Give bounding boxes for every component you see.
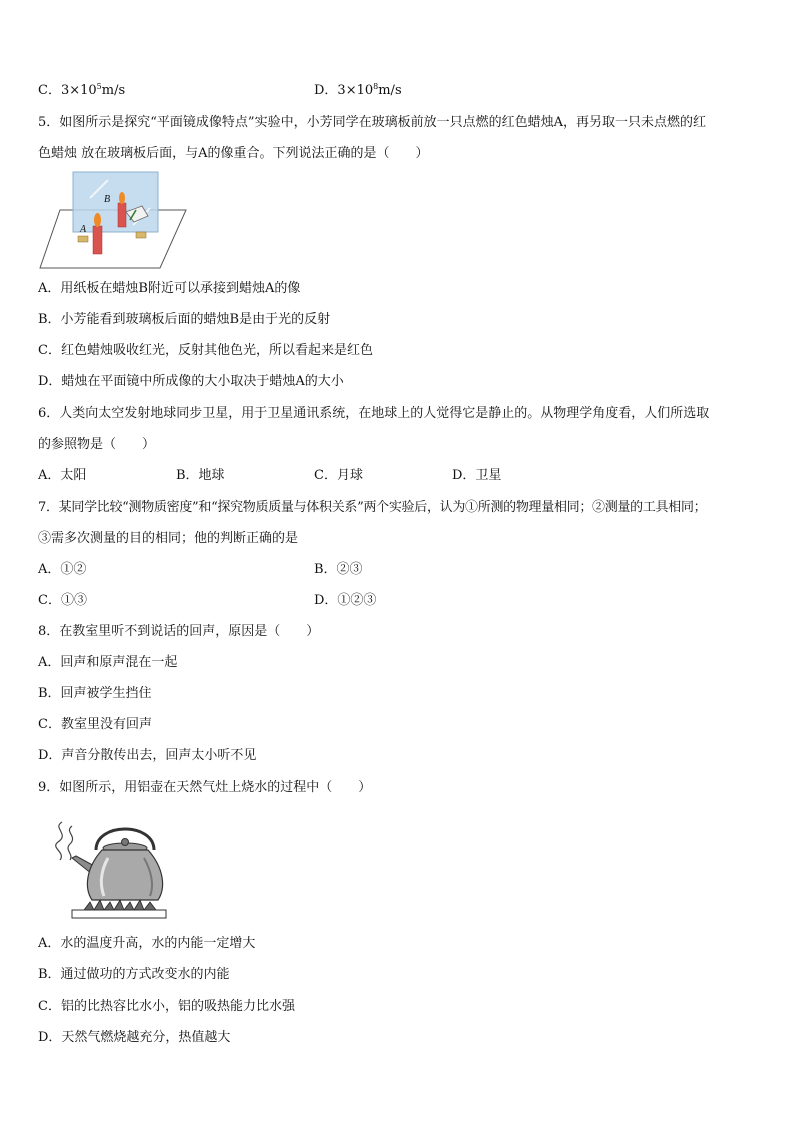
q4-option-d-suffix: m/s — [378, 83, 402, 98]
q5-option-d: D．蜡烛在平面镜中所成像的大小取决于蜡烛A的大小 — [38, 374, 344, 389]
q6-option-d: D．卫星 — [452, 468, 502, 483]
q9-option-a: A．水的温度升高，水的内能一定增大 — [38, 936, 256, 951]
q8-option-d: D．声音分散传出去，回声太小听不见 — [38, 748, 257, 763]
mirror-experiment-figure — [38, 170, 188, 270]
q7-option-c: C．①③ — [38, 593, 87, 608]
q6-option-c: C．月球 — [314, 468, 363, 483]
q8-option-a: A．回声和原声混在一起 — [38, 655, 178, 670]
stove — [72, 910, 166, 918]
q6-option-a: A．太阳 — [38, 468, 87, 483]
q4-option-c-exp: 5 — [96, 82, 102, 91]
kettle-on-stove-figure — [44, 818, 170, 920]
q8-option-c: C．教室里没有回声 — [38, 717, 152, 732]
label-b: B — [104, 194, 111, 205]
q4-option-c-prefix: C．3×10 — [38, 83, 97, 98]
q6-stem-line1: 6．人类向太空发射地球同步卫星，用于卫星通讯系统，在地球上的人觉得它是静止的。从物理学角度看，人们所选取 — [38, 406, 710, 421]
q4-option-d-prefix: D．3×10 — [314, 83, 374, 98]
q6-option-b: B．地球 — [176, 468, 225, 483]
q5-option-b: B．小芳能看到玻璃板后面的蜡烛B是由于光的反射 — [38, 312, 331, 327]
candle-a — [93, 226, 102, 254]
q9-stem: 9．如图所示，用铝壶在天然气灶上烧水的过程中（ ） — [38, 780, 372, 795]
q6-stem-line2: 的参照物是（ ） — [38, 437, 156, 452]
q4-option-c-suffix: m/s — [101, 83, 126, 98]
q9-option-d: D．天然气燃烧越充分，热值越大 — [38, 1030, 231, 1045]
q8-stem: 8．在教室里听不到说话的回声，原因是（ ） — [38, 624, 320, 639]
q7-option-d: D．①②③ — [314, 593, 377, 608]
q8-option-b: B．回声被学生挡住 — [38, 686, 152, 701]
q5-stem-line2: 色蜡烛 放在玻璃板后面，与A的像重合。下列说法正确的是（ ） — [38, 146, 429, 161]
flame-icon — [84, 900, 156, 910]
q4-option-c — [38, 81, 125, 101]
steam-icon — [56, 822, 63, 860]
label-a: A — [80, 224, 87, 235]
q9-option-c: C．铝的比热容比水小，铝的吸热能力比水强 — [38, 999, 295, 1014]
q7-stem-line2: ③需多次测量的目的相同；他的判断正确的是 — [38, 531, 299, 546]
q4-option-d-exp: 8 — [373, 82, 379, 91]
candle-b-flame-image — [119, 192, 125, 204]
glass-plate — [73, 172, 158, 232]
q7-option-b: B．②③ — [314, 562, 363, 577]
candle-a-flame — [94, 213, 101, 227]
candle-b — [118, 203, 126, 227]
q7-stem-line1: 7．某同学比较“测物质密度”和“探究物质质量与体积关系”两个实验后，认为①所测的物理量相同；②测量的工具相同； — [38, 500, 707, 515]
q9-option-b: B．通过做功的方式改变水的内能 — [38, 967, 230, 982]
q5-stem-line1: 5．如图所示是探究“平面镜成像特点”实验中，小芳同学在玻璃板前放一只点燃的红色蜡烛A，再另取一只未点燃的红 — [38, 115, 706, 130]
q5-option-c: C．红色蜡烛吸收红光，反射其他色光，所以看起来是红色 — [38, 343, 373, 358]
q7-option-a: A．①② — [38, 562, 87, 577]
q5-option-a: A．用纸板在蜡烛B附近可以承接到蜡烛A的像 — [38, 281, 301, 296]
q4-option-d — [314, 81, 402, 101]
